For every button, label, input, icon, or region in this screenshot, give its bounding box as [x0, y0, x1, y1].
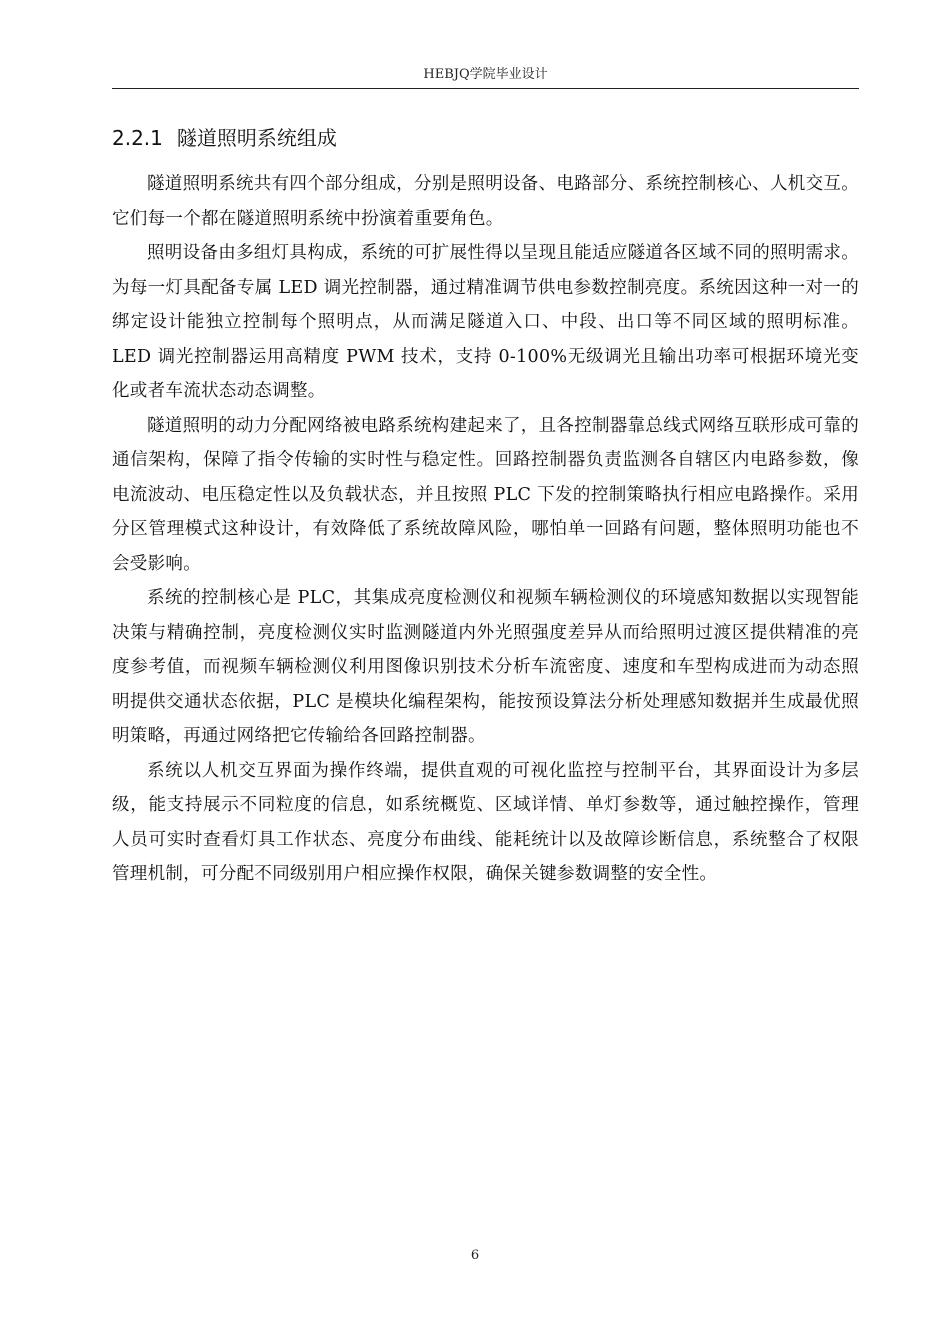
paragraph-circuit-system: 隧道照明的动力分配网络被电路系统构建起来了，且各控制器靠总线式网络互联形成可靠的通信架构，保障了指令传输的实时性与稳定性。回路控制器负责监测各自辖区内电路参数，像电流波动、电压稳定性以及负载状态，并且按照 PLC 下发的控制策略执行相应电路操作。采用分区管理模式这种设计，有效降低了系统故障风险，哪怕单一回路有问题，整体照明功能也不会受影响。 — [112, 415, 859, 574]
section-title: 隧道照明系统组成 — [176, 126, 337, 150]
section-heading — [112, 124, 337, 152]
paragraph-hmi: 系统以人机交互界面为操作终端，提供直观的可视化监控与控制平台，其界面设计为多层级，能支持展示不同粒度的信息，如系统概览、区域详情、单灯参数等，通过触控操作，管理人员可实时查看灯具工作状态、亮度分布曲线、能耗统计以及故障诊断信息，系统整合了权限管理机制，可分配不同级别用户相应操作权限，确保关键参数调整的安全性。 — [112, 760, 859, 884]
section-number: 2.2.1 — [112, 126, 163, 150]
paragraph-overview: 隧道照明系统共有四个部分组成，分别是照明设备、电路部分、系统控制核心、人机交互。它们每一个都在隧道照明系统中扮演着重要角色。 — [112, 174, 859, 229]
body-text — [112, 167, 859, 892]
page-header — [112, 62, 859, 89]
paragraph-control-core: 系统的控制核心是 PLC，其集成亮度检测仪和视频车辆检测仪的环境感知数据以实现智能决策与精确控制，亮度检测仪实时监测隧道内外光照强度差异从而给照明过渡区提供精准的亮度参考值，而视频车辆检测仪利用图像识别技术分析车流密度、速度和车型构成进而为动态照明提供交通状态依据，PLC 是模块化编程架构，能按预设算法分析处理感知数据并生成最优照明策略，再通过网络把它传输给各回路控制器。 — [112, 588, 859, 746]
paragraph-lighting-equipment: 照明设备由多组灯具构成，系统的可扩展性得以呈现且能适应隧道各区域不同的照明需求。为每一灯具配备专属 LED 调光控制器，通过精准调节供电参数控制亮度。系统因这种一对一的绑定设计能独立控制每个照明点，从而满足隧道入口、中段、出口等不同区域的照明标准。LED 调光控制器运用高精度 PWM 技术，支持 0-100%无级调光且输出功率可根据环境光变化或者车流状态动态调整。 — [112, 243, 859, 401]
header-title: HEBJQ学院毕业设计 — [423, 67, 548, 82]
page-number: 6 — [470, 1248, 480, 1263]
